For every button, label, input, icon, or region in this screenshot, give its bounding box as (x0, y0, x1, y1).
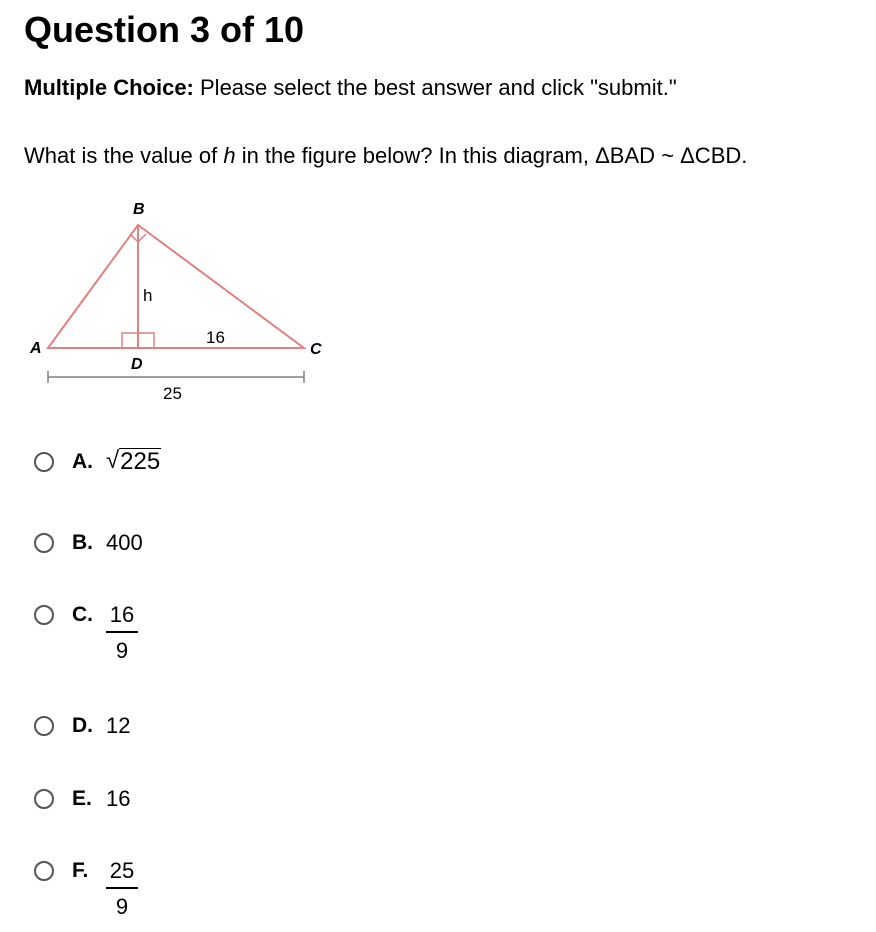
radio-c[interactable] (34, 605, 54, 625)
choice-c-denominator: 9 (115, 638, 129, 663)
choice-e-letter: E. (72, 787, 92, 810)
choice-a-value (106, 448, 161, 474)
radio-b[interactable] (34, 533, 54, 553)
sqrt-sign: √ (106, 447, 120, 474)
choice-f-letter: F. (72, 859, 89, 882)
choice-d[interactable] (34, 714, 130, 738)
choice-f[interactable] (34, 859, 138, 919)
choice-a[interactable] (34, 447, 161, 475)
vertex-label-a: A (30, 340, 42, 357)
question-type-label: Multiple Choice: (24, 75, 194, 100)
segment-label-dc: 16 (206, 328, 225, 347)
radio-d[interactable] (34, 716, 54, 736)
triangle-diagram (24, 195, 344, 410)
radio-e[interactable] (34, 789, 54, 809)
choice-e[interactable] (34, 787, 130, 811)
question-variable: h (223, 143, 236, 168)
triangle-abc (48, 225, 304, 348)
choice-c[interactable] (34, 603, 138, 663)
instructions-text: Please select the best answer and click "submit." (193, 75, 677, 100)
choice-b-letter: B. (72, 531, 93, 554)
choice-e-value: 16 (106, 786, 131, 811)
choice-c-numerator: 16 (109, 602, 135, 627)
choice-c-fraction (106, 603, 138, 663)
question-text-end: in the figure below? In this diagram, ΔBAD ~ ΔCBD. (235, 143, 748, 168)
question-text-start: What is the value of (24, 143, 224, 168)
choice-b[interactable] (34, 531, 143, 555)
choice-f-fraction (106, 859, 138, 919)
choice-d-value: 12 (106, 713, 131, 738)
choice-f-numerator: 25 (109, 858, 135, 883)
instructions (24, 74, 677, 102)
segment-label-ac: 25 (163, 384, 182, 403)
choice-a-radicand: 225 (120, 448, 161, 475)
vertex-label-c: C (310, 341, 322, 358)
radio-f[interactable] (34, 861, 54, 881)
vertex-label-d: D (131, 356, 143, 373)
radio-a[interactable] (34, 452, 54, 472)
choice-c-letter: C. (72, 603, 93, 626)
choice-d-letter: D. (72, 714, 93, 737)
choice-b-value: 400 (106, 530, 143, 555)
height-label-h: h (143, 286, 153, 305)
choice-a-letter: A. (72, 450, 93, 473)
question-text (24, 142, 747, 170)
page-title: Question 3 of 10 (24, 9, 305, 50)
vertex-label-b: B (133, 201, 145, 218)
triangle-figure (24, 195, 344, 410)
choice-f-denominator: 9 (115, 894, 129, 919)
